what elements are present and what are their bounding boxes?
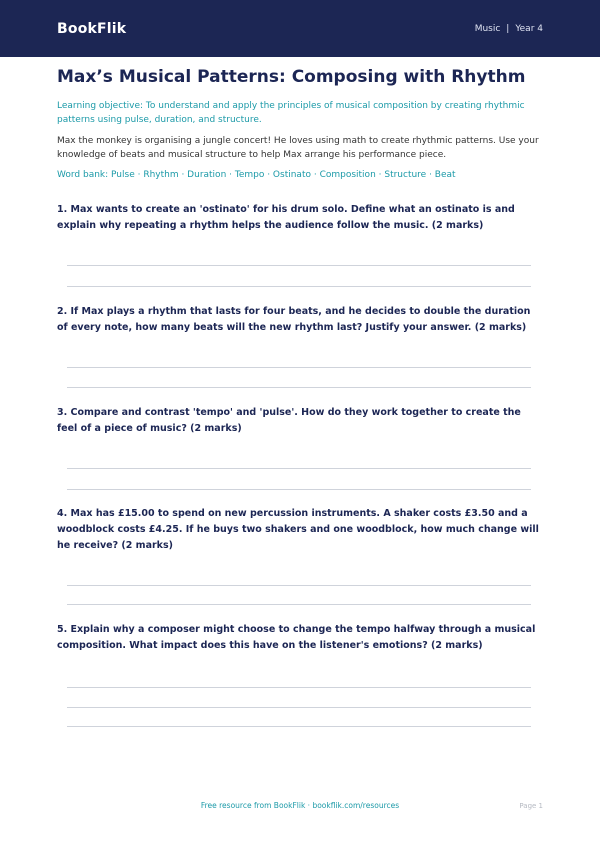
- answer-line[interactable]: [67, 489, 531, 490]
- question-3: 3. Compare and contrast 'tempo' and 'pulse'. How do they work together to create the feel of a piece of music? (2 marks): [57, 407, 521, 434]
- answer-line[interactable]: [67, 707, 531, 708]
- question-1: 1. Max wants to create an 'ostinato' for his drum solo. Define what an ostinato is and explain why repeating a rhythm helps the audience follow the music. (2 marks): [57, 204, 515, 231]
- answer-line[interactable]: [67, 604, 531, 605]
- learning-objective: Learning objective: To understand and apply the principles of musical composition by creating rhythmic patterns using pulse, duration, and structure.: [57, 101, 525, 125]
- answer-line[interactable]: [67, 387, 531, 388]
- intro-section: [57, 66, 543, 182]
- page-title: Max’s Musical Patterns: Composing with Rhythm: [57, 67, 526, 87]
- answer-line[interactable]: [67, 468, 531, 469]
- page-number: Page 1: [519, 802, 543, 810]
- page-header: [0, 0, 600, 57]
- question-2: 2. If Max plays a rhythm that lasts for four beats, and he decides to double the duration of every note, how many beats will the new rhythm last? Justify your answer. (2 marks): [57, 306, 531, 333]
- year-label: Year 4: [515, 23, 543, 34]
- subject-year: [475, 24, 543, 34]
- answer-line[interactable]: [67, 286, 531, 287]
- question-5: 5. Explain why a composer might choose to change the tempo halfway through a musical composition. What impact does this have on the listener's emotions? (2 marks): [57, 624, 536, 651]
- word-bank: Word bank: Pulse · Rhythm · Duration · Tempo · Ostinato · Composition · Structure · Beat: [57, 170, 456, 180]
- answer-line[interactable]: [67, 687, 531, 688]
- intro-text: Max the monkey is organising a jungle concert! He loves using math to create rhythmic patterns. Use your knowledge of beats and musical structure to help Max arrange his performance piece.: [57, 136, 539, 160]
- answer-line[interactable]: [67, 585, 531, 586]
- meta-separator: |: [506, 23, 510, 34]
- question-4: 4. Max has £15.00 to spend on new percussion instruments. A shaker costs £3.50 and a woodblock costs £4.25. If he buys two shakers and one woodblock, how much change will he receive? (2 marks): [57, 508, 539, 551]
- brand-logo: BookFlik: [57, 20, 127, 37]
- answer-line[interactable]: [67, 265, 531, 266]
- answer-line[interactable]: [67, 367, 531, 368]
- subject-label: Music: [474, 23, 501, 34]
- answer-line[interactable]: [67, 726, 531, 727]
- footer-resource-link[interactable]: Free resource from BookFlik · bookflik.com/resources: [200, 801, 400, 810]
